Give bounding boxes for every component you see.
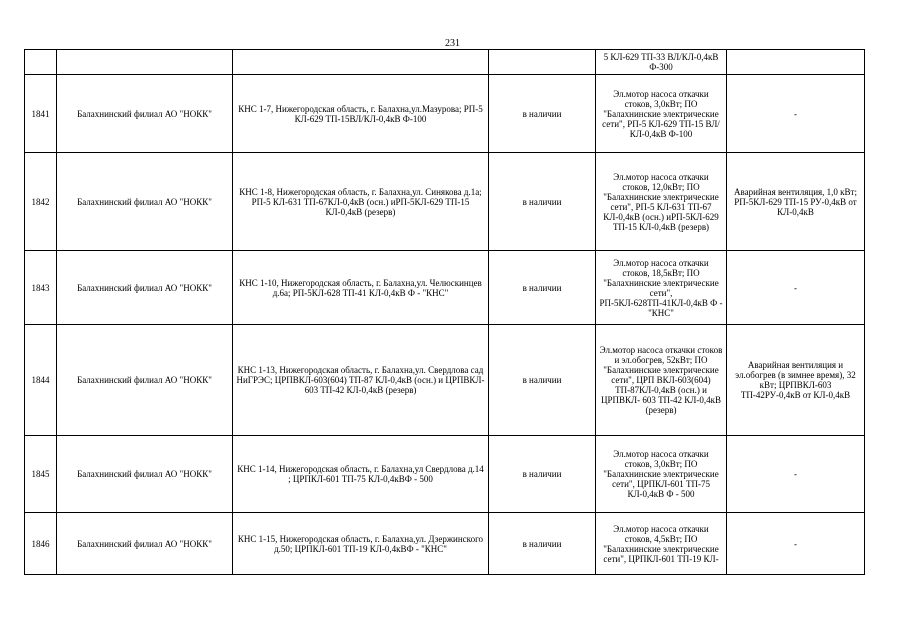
cell-organization: Балахнинский филиал АО "НОКК" (57, 436, 233, 513)
cell-object: КНС 1-7, Нижегородская область, г. Балахна,ул.Мазурова; РП-5 КЛ-629 ТП-15ВЛ/КЛ-0,4кВ Ф-100 (233, 75, 489, 153)
cell-organization (57, 50, 233, 75)
cell-number: 1846 (25, 513, 57, 575)
table-row (25, 513, 865, 575)
cell-status: в наличии (489, 251, 596, 325)
table-row-continuation (25, 50, 865, 75)
cell-object (233, 50, 489, 75)
cell-object: КНС 1-13, Нижегородская область, г. Балахна,ул. Свердлова сад НиГРЭС; ЦРПВКЛ-603(604) ТП-87 КЛ-0,4кВ (осн.) и ЦРПВКЛ- 603 ТП-42 КЛ-0,4кВ (резерв) (233, 325, 489, 436)
cell-status: в наличии (489, 153, 596, 251)
table-row (25, 251, 865, 325)
cell-organization: Балахнинский филиал АО "НОКК" (57, 153, 233, 251)
table-row (25, 436, 865, 513)
cell-number: 1845 (25, 436, 57, 513)
cell-consumer: 5 КЛ-629 ТП-33 ВЛ/КЛ-0,4кВ Ф-300 (596, 50, 727, 75)
cell-consumer: Эл.мотор насоса откачки стоков, 18,5кВт; ПО "Балахнинские электрические сети", РП-5КЛ-628ТП-41КЛ-0,4кВ Ф -"КНС" (596, 251, 727, 325)
cell-status: в наличии (489, 325, 596, 436)
table-row (25, 325, 865, 436)
cell-number: 1844 (25, 325, 57, 436)
cell-consumer: Эл.мотор насоса откачки стоков, 3,0кВт; ПО "Балахнинские электрические сети", ЦРПКЛ-601 ТП-75 КЛ-0,4кВ Ф - 500 (596, 436, 727, 513)
cell-status: в наличии (489, 436, 596, 513)
cell-organization: Балахнинский филиал АО "НОКК" (57, 513, 233, 575)
cell-number: 1841 (25, 75, 57, 153)
cell-object: КНС 1-15, Нижегородская область, г. Балахна,ул. Дзержинского д.50; ЦРПКЛ-601 ТП-19 КЛ-0,4кВФ - "КНС" (233, 513, 489, 575)
table-row (25, 75, 865, 153)
cell-status: в наличии (489, 75, 596, 153)
cell-other: - (727, 75, 865, 153)
cell-consumer: Эл.мотор насоса откачки стоков, 4,5кВт; ПО "Балахнинские электрические сети", ЦРПКЛ-601 ТП-19 КЛ- (596, 513, 727, 575)
cell-object: КНС 1-8, Нижегородская область, г. Балахна,ул. Синякова д.1а; РП-5 КЛ-631 ТП-67КЛ-0,4кВ (осн.) иРП-5КЛ-629 ТП-15 КЛ-0,4кВ (резерв) (233, 153, 489, 251)
cell-number: 1842 (25, 153, 57, 251)
cell-organization: Балахнинский филиал АО "НОКК" (57, 325, 233, 436)
cell-other: - (727, 513, 865, 575)
cell-organization: Балахнинский филиал АО "НОКК" (57, 75, 233, 153)
registry-table (24, 49, 865, 575)
cell-other: - (727, 251, 865, 325)
cell-other: - (727, 436, 865, 513)
cell-object: КНС 1-14, Нижегородская область, г. Балахна,ул Свердлова д.14 ; ЦРПКЛ-601 ТП-75 КЛ-0,4кВФ - 500 (233, 436, 489, 513)
page-number: 231 (445, 38, 460, 49)
cell-object: КНС 1-10, Нижегородская область, г. Балахна,ул. Челюскинцев д.6а; РП-5КЛ-628 ТП-41 КЛ-0,4кВ Ф - "КНС" (233, 251, 489, 325)
cell-organization: Балахнинский филиал АО "НОКК" (57, 251, 233, 325)
cell-consumer: Эл.мотор насоса откачки стоков, 12,0кВт; ПО "Балахнинские электрические сети", РП-5 КЛ-631 ТП-67 КЛ-0,4кВ (осн.) иРП-5КЛ-629 ТП-15 КЛ-0,4кВ (резерв) (596, 153, 727, 251)
cell-other: Аварийная вентиляция и эл.обогрев (в зимнее время), 32 кВт; ЦРПВКЛ-603 ТП-42РУ-0,4кВ от КЛ-0,4кВ (727, 325, 865, 436)
cell-number: 1843 (25, 251, 57, 325)
cell-other (727, 50, 865, 75)
cell-status (489, 50, 596, 75)
cell-number (25, 50, 57, 75)
cell-other: Аварийная вентиляция, 1,0 кВт; РП-5КЛ-629 ТП-15 РУ-0,4кВ от КЛ-0,4кВ (727, 153, 865, 251)
cell-consumer: Эл.мотор насоса откачки стоков и эл.обогрев, 52кВт; ПО "Балахнинские электрические сети", ЦРП ВКЛ-603(604) ТП-87КЛ-0,4кВ (осн.) и ЦРПВКЛ- 603 ТП-42 КЛ-0,4кВ (резерв) (596, 325, 727, 436)
cell-status: в наличии (489, 513, 596, 575)
table-row (25, 153, 865, 251)
cell-consumer: Эл.мотор насоса откачки стоков, 3,0кВт; ПО "Балахнинские электрические сети", РП-5 КЛ-629 ТП-15 ВЛ/КЛ-0,4кВ Ф-100 (596, 75, 727, 153)
